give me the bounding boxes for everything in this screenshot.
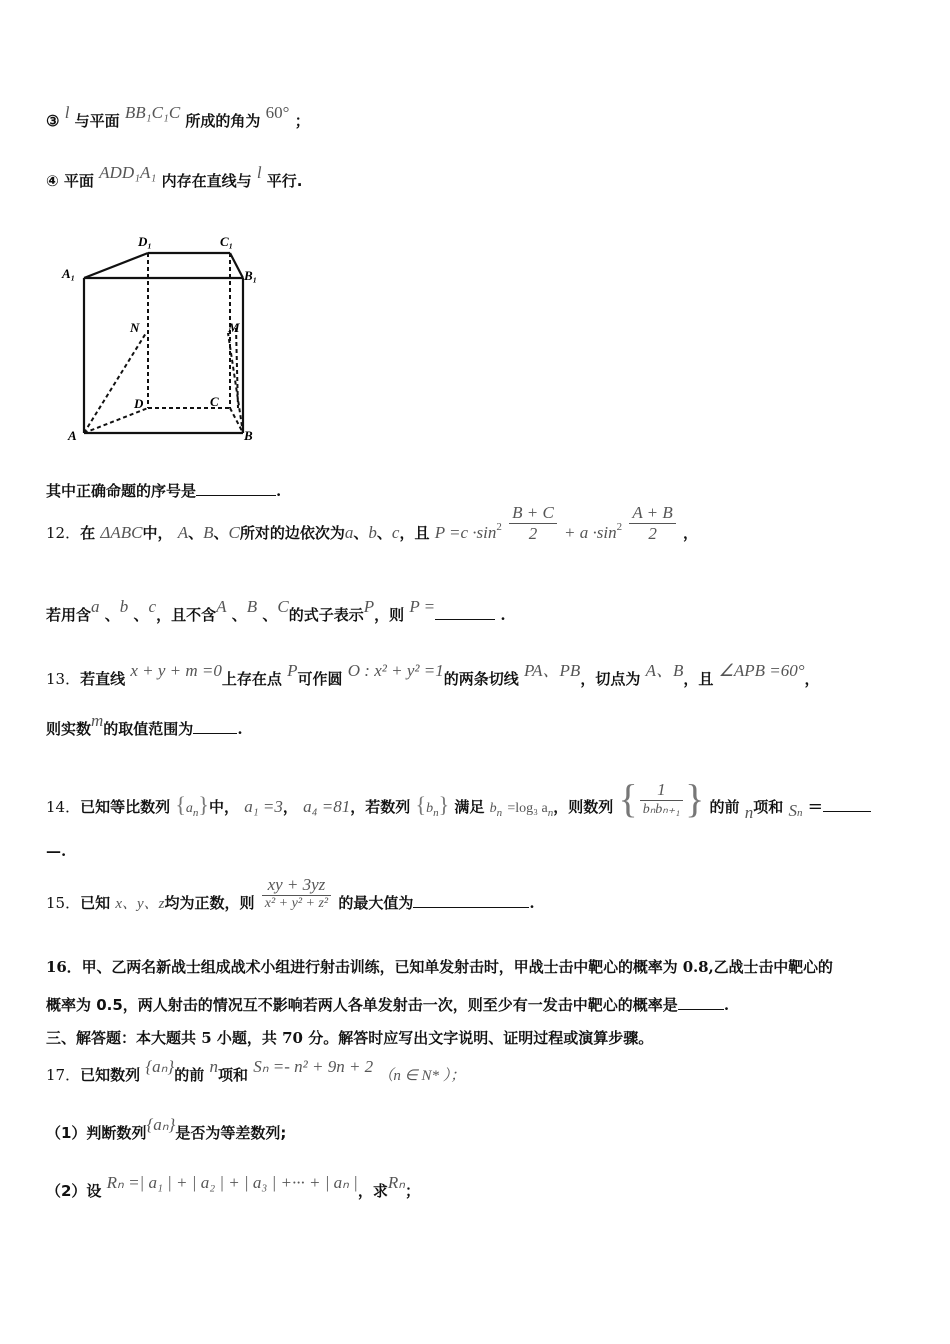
q13-m: m bbox=[91, 711, 104, 730]
q12-text2: 中， bbox=[142, 524, 173, 542]
label-a: A bbox=[68, 428, 77, 443]
q14-text4: 满足 bbox=[454, 798, 485, 816]
q12-line2-text3: 的式子表示 bbox=[288, 606, 364, 624]
answer-line-text: 其中正确命题的序号是 bbox=[46, 482, 197, 500]
item-3-prefix: ③ bbox=[46, 112, 60, 130]
q12-p-left: P =c ·sin bbox=[434, 523, 497, 542]
q13-number: 13． bbox=[46, 670, 81, 688]
q14-a4: a₄ =81 bbox=[303, 797, 351, 816]
q14-text5: ，则数列 bbox=[553, 798, 614, 816]
q17-text3: 项和 bbox=[217, 1066, 248, 1084]
label-d1: D₁ bbox=[138, 234, 152, 249]
q16-line2-text: 概率为 0.5，两人射击的情况互不影响若两人各单发射击一次，则至少有一发击中靶心的概率是 bbox=[46, 996, 678, 1014]
q12-line2 bbox=[46, 597, 506, 625]
prism-figure bbox=[58, 228, 268, 448]
q13-answer-blank[interactable] bbox=[193, 719, 237, 734]
q14-text3: ，若数列 bbox=[350, 798, 411, 816]
q16-line1: 16．甲、乙两名新战士组成战术小组进行射击训练，已知单发射击时，甲战士击中靶心的概率为 0.8,乙战士击中靶心的 bbox=[46, 958, 833, 976]
q15-fraction bbox=[262, 875, 331, 912]
label-d: D bbox=[134, 396, 144, 411]
q12-square2: 2 bbox=[616, 521, 623, 533]
q12-side-a: a bbox=[344, 523, 354, 542]
q17-number: 17． bbox=[46, 1066, 81, 1084]
q14-frac-den: bₙbₙ₊₁ bbox=[642, 802, 681, 817]
q14-seq-a: a bbox=[185, 801, 193, 816]
q17-condition: （n ∈ N* ）； bbox=[378, 1068, 466, 1084]
q12-frac1-den: 2 bbox=[528, 523, 538, 543]
q12-line2-text4: ，则 bbox=[374, 606, 405, 624]
q12-line2-C: C bbox=[277, 597, 289, 616]
q12-number: 12． bbox=[46, 524, 81, 542]
q12-angle-b: B bbox=[203, 523, 214, 542]
item-4-text2: 平行. bbox=[266, 172, 303, 190]
q15-end: . bbox=[529, 894, 535, 912]
label-b1: B₁ bbox=[244, 268, 258, 283]
q17-part1-seq: {aₙ} bbox=[146, 1115, 176, 1134]
q15-answer-blank[interactable] bbox=[413, 893, 529, 908]
q15-number: 15． bbox=[46, 894, 81, 912]
item-3-text2: 所成的角为 bbox=[185, 112, 261, 130]
q12-line2-B: B bbox=[246, 597, 258, 616]
q14-seq-b: b bbox=[426, 801, 434, 816]
q12-line2-text2: ，且不含 bbox=[156, 606, 217, 624]
q12-square1: 2 bbox=[496, 521, 502, 533]
q14-text7: 项和 bbox=[753, 798, 784, 816]
q12-line2-P: P bbox=[363, 597, 375, 616]
q12-line2-sep1: 、 bbox=[104, 606, 120, 624]
q14-text6: 的前 bbox=[709, 798, 740, 816]
label-m: M bbox=[228, 320, 240, 335]
q12-sep3: 、 bbox=[353, 524, 369, 542]
item-3-line-l: l bbox=[64, 103, 70, 122]
q12-angle-a: A bbox=[177, 523, 189, 542]
item-4-line-l: l bbox=[256, 163, 262, 182]
q13-text4: 的两条切线 bbox=[443, 670, 519, 688]
q12-line2-A: A bbox=[216, 597, 227, 616]
q17-seq: {aₙ} bbox=[145, 1057, 175, 1076]
q12-text4: ，且 bbox=[399, 524, 430, 542]
q15-line bbox=[46, 874, 535, 913]
q16-answer-blank[interactable] bbox=[678, 995, 724, 1010]
answer-blank[interactable] bbox=[196, 481, 276, 496]
q17-n: n bbox=[209, 1057, 218, 1076]
q12-side-b: b bbox=[368, 523, 377, 542]
label-a1: A₁ bbox=[62, 266, 76, 281]
label-b: B bbox=[244, 428, 253, 443]
q17-sn-expr: Sₙ =- n² + 9n + 2 bbox=[253, 1057, 374, 1076]
q13-text6: ，且 bbox=[683, 670, 714, 688]
q17-part2-r: Rₙ bbox=[387, 1173, 406, 1192]
q15-text2: 均为正数，则 bbox=[164, 894, 255, 912]
q13-line1 bbox=[46, 661, 820, 689]
q12-plus: + a ·sin bbox=[564, 523, 617, 542]
section-3-heading: 三、解答题：本大题共 5 小题，共 70 分。解答时应写出文字说明、证明过程或演算步骤。 bbox=[46, 1029, 654, 1047]
q17-part1-text: 是否为等差数列; bbox=[175, 1124, 287, 1142]
q14-line1: 14．已知等比数列 $\{a_n\}$中， a₁ =3， a₄ =81，若数列 $\{b_n\}$ 满足 $b_n =\log_3$ $a_n$，则数列 { $\frac{1}{\text{bₙbₙ₊₁}}$ } 的前 n项和 $S_n$ = bbox=[46, 775, 871, 822]
q12-fraction2 bbox=[629, 503, 675, 544]
q12-line2-b: b bbox=[119, 597, 129, 616]
q17-part1 bbox=[46, 1115, 287, 1143]
q15-frac-den: x² + y² + z² bbox=[264, 895, 329, 911]
q12-line2-c: c bbox=[148, 597, 157, 616]
q12-fraction1 bbox=[509, 503, 557, 544]
q12-line2-sep2: 、 bbox=[133, 606, 149, 624]
q12-line1 bbox=[46, 502, 699, 544]
q17-part2 bbox=[46, 1173, 421, 1201]
item-3-plane: BB₁C₁C bbox=[124, 103, 181, 122]
q17-line bbox=[46, 1057, 466, 1085]
q13-points: A、B bbox=[645, 661, 684, 680]
q12-frac2-num: A + B bbox=[629, 503, 675, 524]
q12-text3: 所对的边依次为 bbox=[239, 524, 345, 542]
q12-side-c: c bbox=[391, 523, 400, 542]
q12-line2-p-eq: P = bbox=[409, 597, 436, 616]
q17-part2-end: ； bbox=[405, 1182, 421, 1200]
q16-line2 bbox=[46, 994, 729, 1015]
q14-a1: a₁ =3 bbox=[244, 797, 283, 816]
q12-frac1-num: B + C bbox=[509, 503, 557, 524]
item-4 bbox=[46, 163, 303, 191]
q15-text1: 已知 bbox=[80, 894, 111, 912]
q16-end: . bbox=[723, 996, 730, 1014]
q13-line-eq: x + y + m =0 bbox=[130, 661, 222, 680]
q12-triangle: ΔABC bbox=[100, 523, 143, 542]
q12-answer-blank[interactable] bbox=[435, 605, 495, 620]
q12-line2-sep3: 、 bbox=[231, 606, 247, 624]
q12-sep4: 、 bbox=[376, 524, 392, 542]
q17-text1: 已知数列 bbox=[80, 1066, 141, 1084]
answer-line bbox=[46, 480, 281, 501]
q14-frac-num: 1 bbox=[640, 780, 683, 801]
q14-bn-eq: =log₃ a bbox=[507, 801, 548, 816]
q13-line2-text1: 则实数 bbox=[46, 720, 92, 738]
label-c: C bbox=[210, 394, 219, 409]
item-4-plane: ADD₁A₁ bbox=[99, 163, 157, 182]
q12-text1: 在 bbox=[80, 524, 96, 542]
q12-sep2: 、 bbox=[213, 524, 229, 542]
q13-point-p: P bbox=[287, 661, 298, 680]
q14-answer-blank[interactable] bbox=[823, 797, 871, 812]
q12-sep1: 、 bbox=[188, 524, 204, 542]
q14-text1: 已知等比数列 bbox=[80, 798, 171, 816]
q13-circle: O : x² + y² =1 bbox=[347, 661, 444, 680]
q12-line2-text1: 若用含 bbox=[46, 606, 92, 624]
q13-text3: 可作圆 bbox=[297, 670, 343, 688]
q14-n: n bbox=[744, 803, 754, 822]
answer-line-end: . bbox=[276, 482, 282, 500]
item-4-text1: 内存在直线与 bbox=[161, 172, 252, 190]
q13-text1: 若直线 bbox=[80, 670, 126, 688]
q17-part2-label: （2）设 bbox=[46, 1182, 102, 1200]
q14-number: 14． bbox=[46, 798, 81, 816]
q14-text2: 中， bbox=[208, 798, 239, 816]
q12-line2-sep4: 、 bbox=[262, 606, 278, 624]
label-n: N bbox=[130, 320, 140, 335]
q12-angle-c: C bbox=[228, 523, 240, 542]
q13-angle: ∠APB =60° bbox=[718, 661, 805, 680]
q14-line2 bbox=[46, 842, 66, 860]
q17-part2-text: ，求 bbox=[357, 1182, 388, 1200]
item-3 bbox=[46, 103, 310, 131]
q13-line2-end: . bbox=[237, 720, 243, 738]
q14-comma: ， bbox=[282, 798, 298, 816]
q12-frac2-den: 2 bbox=[648, 523, 657, 543]
q14-bn: b bbox=[489, 801, 497, 816]
q12-line2-end: . bbox=[500, 606, 506, 624]
q15-frac-num: xy + 3yz bbox=[262, 875, 331, 896]
q13-line2-text2: 的取值范围为 bbox=[103, 720, 194, 738]
q17-text2: 的前 bbox=[174, 1066, 205, 1084]
q13-text2: 上存在点 bbox=[221, 670, 282, 688]
q12-end: ， bbox=[683, 524, 699, 542]
item-3-angle: 60° bbox=[265, 103, 290, 122]
q13-tangents: PA、PB bbox=[523, 661, 581, 680]
q13-end: ， bbox=[804, 670, 820, 688]
q12-line2-a: a bbox=[91, 597, 100, 616]
q15-text3: 的最大值为 bbox=[338, 894, 414, 912]
q13-line2 bbox=[46, 711, 243, 739]
q17-part1-label: （1）判断数列 bbox=[46, 1124, 147, 1142]
q14-continuation: —. bbox=[46, 842, 67, 860]
item-4-prefix: ④ 平面 bbox=[46, 172, 94, 190]
q14-fraction bbox=[640, 780, 683, 818]
label-c1: C₁ bbox=[220, 234, 234, 249]
item-3-end: ； bbox=[294, 112, 310, 130]
q17-part2-expr: Rₙ =| a₁ | + | a₂ | + | a₃ | +··· + | aₙ | bbox=[106, 1173, 358, 1192]
q13-text5: ，切点为 bbox=[580, 670, 641, 688]
q14-sn: S bbox=[788, 801, 798, 820]
item-3-text1: 与平面 bbox=[74, 112, 120, 130]
q14-eq: = bbox=[807, 796, 823, 817]
q15-vars: x、y、z bbox=[115, 896, 165, 912]
